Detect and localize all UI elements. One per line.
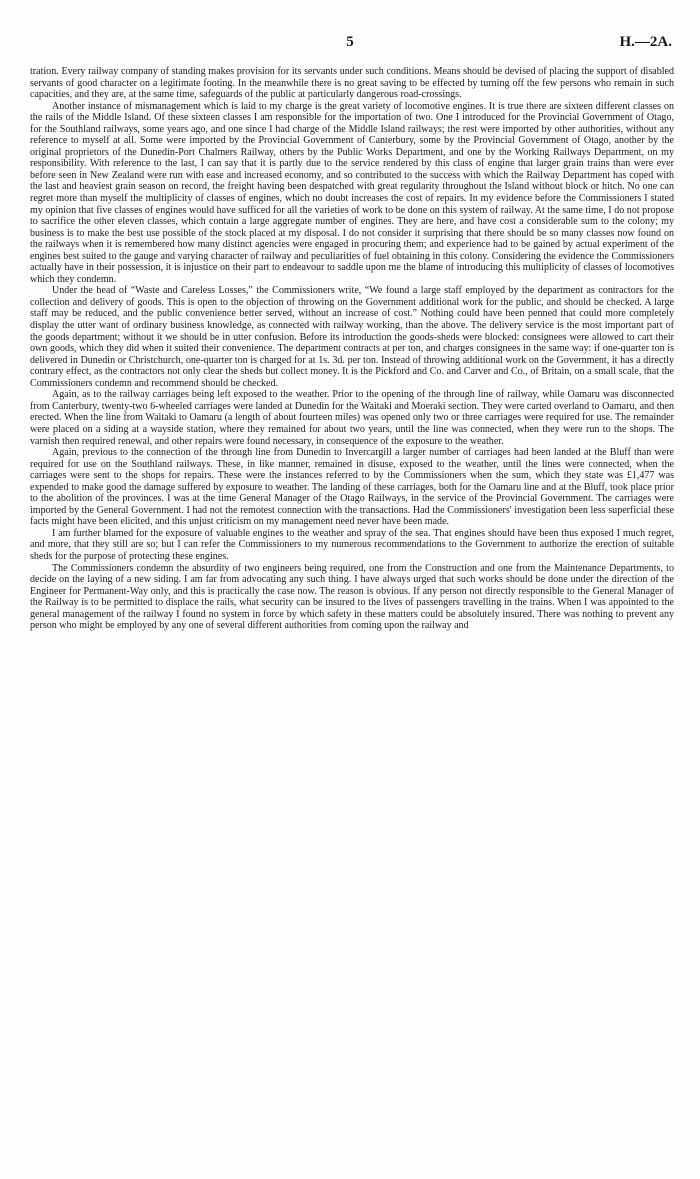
document-reference: H.—2A. [619,34,672,50]
paragraph-locomotive-engines: Another instance of mismanagement which is laid to my charge is the great variety of locomotive engines. It is true there are sixteen different classes on the rails of the Middle Island. Of these sixteen classes I am responsible for the importation of two. One I introduced for the Provincial Government of Otago, for the Southland railways, some years ago, and one since I had charge of the Middle Island railways; the rest were imported by other authorities, without any reference to myself at all. Some were imported by the Provincial Government of Canterbury, some by the Provincial Government of Otago, another by the original proprietors of the Dunedin-Port Chalmers Railway, others by the Public Works Department, and one by the Working Railways Department, on my responsibility. With reference to the last, I can say that it is partly due to the service rendered by this class of engine that larger grain trains than were ever before seen in New Zealand were run with ease and increased economy, and so contributed to the success with which the Railway Department has coped with the last and heaviest grain season on record, the freight having been despatched with great regularity throughout the Island without block or hitch. No one can regret more than myself the multiplicity of classes of engines, which no doubt increases the cost of repairs. In my evidence before the Commissioners I stated my opinion that five classes of engines would have sufficed for all the varieties of work to be done on this system of railway. At the same time, I do not propose to sacrifice the other eleven classes, which contain a large aggregate number of engines. They are here, and have cost a considerable sum to the colony; my business is to make the best use possible of the stock placed at my disposal. I do not consider it surprising that there should be so many classes now found on the railways when it is remembered how many distinct agencies were engaged in procuring them; and experience had to be gained by actual experiment of the engines best suited to the gauge and varying character of railway and peculiarities of fuel obtaining in this colony. Considering the evidence the Commissioners actually have in their possession, it is injustice on their part to endeavour to saddle upon me the blame of introducing this multiplicity of classes of locomotives which they condemn. [30,100,674,285]
paragraph-two-engineers: The Commissioners condemn the absurdity of two engineers being required, one from the Construction and one from the Maintenance Departments, to decide on the laying of a new siding. I am far from advocating any such thing. I have always urged that such works should be done under the direction of the Engineer for Permanent-Way only, and this is practically the case now. The reason is obvious. If any person not directly responsible to the General Manager of the Railway is to be permitted to displace the rails, what security can be insured to the lives of passengers travelling in the trains. When I was appointed to the general management of the railway I found no system in force by which safety in these matters could be absolutely insured. There was nothing to prevent any person who might be employed by any one of several different authorities from coming upon the railway and [30,562,674,632]
paragraph-bluff-carriages: Again, previous to the connection of the through line from Dunedin to Invercargill a larger number of carriages had been landed at the Bluff than were required for use on the Southland railways. These, in like manner, remained in disuse, exposed to the weather, until the lines were connected, when the carriages were sent to the shops for repairs. These were the instances referred to by the Commissioners when the sum, which they state was £1,477 was expended to make good the damage suffered by exposure to weather. The landing of these carriages, both for the Oamaru line and at the Bluff, took place prior to the abolition of the provinces. I was at the time General Manager of the Otago Railways, in the service of the Provincial Government. The carriages were imported by the General Government. I had not the remotest connection with the transactions. Had the Commissioners' investigation been less superficial these facts might have been elicited, and this unjust criticism on my management need never have been made. [30,447,674,528]
paragraph-waste-losses: Under the head of “Waste and Careless Losses,” the Commissioners write, “We found a large staff employed by the department as contractors for the collection and delivery of goods. This is open to the objection of throwing on the Government additional work for the public, and should be checked. A large staff may be reduced, and the public convenience better served, without an increase of cost.” Nothing could have been penned that could more completely display the utter want of ordinary business knowledge, as connected with railway working, than the above. The delivery service is the most important part of the goods department; without it we should be in utter confusion. Before its introduction the goods-sheds were blocked: consignees were allowed to cart their own goods, which they did when it suited their convenience. The department contracts at per ton, and charges consignees in the same way: if one-quarter ton is delivered in Dunedin or Christchurch, one-quarter ton is charged for at 1s. 3d. per ton. Instead of throwing additional work on the Government, it has a directly contrary effect, as the contractors not only clear the sheds but collect money. It is the Pickford and Co. and Carver and Co., of Britain, on a small scale, that the Commissioners condemn and recommend should be checked. [30,285,674,389]
body-text [30,66,674,632]
page-number: 5 [346,34,354,50]
paragraph-continuation: tration. Every railway company of standing makes provision for its servants under such conditions. Means should be devised of placing the support of disabled servants of good character on a legitimate footing. In the meanwhile there is no great saving to be effected by turning off the few persons who remain in such capacities, and they are, at the same time, safeguards of the public at particularly dangerous road-crossings. [30,66,674,101]
paragraph-carriages-exposed: Again, as to the railway carriages being left exposed to the weather. Prior to the opening of the through line of railway, while Oamaru was disconnected from Canterbury, twenty-two 6-wheeled carriages were landed at Dunedin for the Waitaki and Moeraki section. They were carted overland to Oamaru, and then erected. When the line from Waitaki to Oamaru (a length of about fourteen miles) was opened only two or three carriages were required for use. The remainder were placed on a siding at a wayside station, where they remained for about two years, until the line was connected, when they were run to the shops. The varnish then required renewal, and other repairs were found necessary, in consequence of the exposure to the weather. [30,389,674,447]
paragraph-engines-exposure: I am further blamed for the exposure of valuable engines to the weather and spray of the sea. That engines should have been thus exposed I much regret, and more, that they still are so; but I can refer the Commissioners to my numerous recommendations to the Government to authorize the erection of suitable sheds for the purpose of protecting these engines. [30,527,674,562]
